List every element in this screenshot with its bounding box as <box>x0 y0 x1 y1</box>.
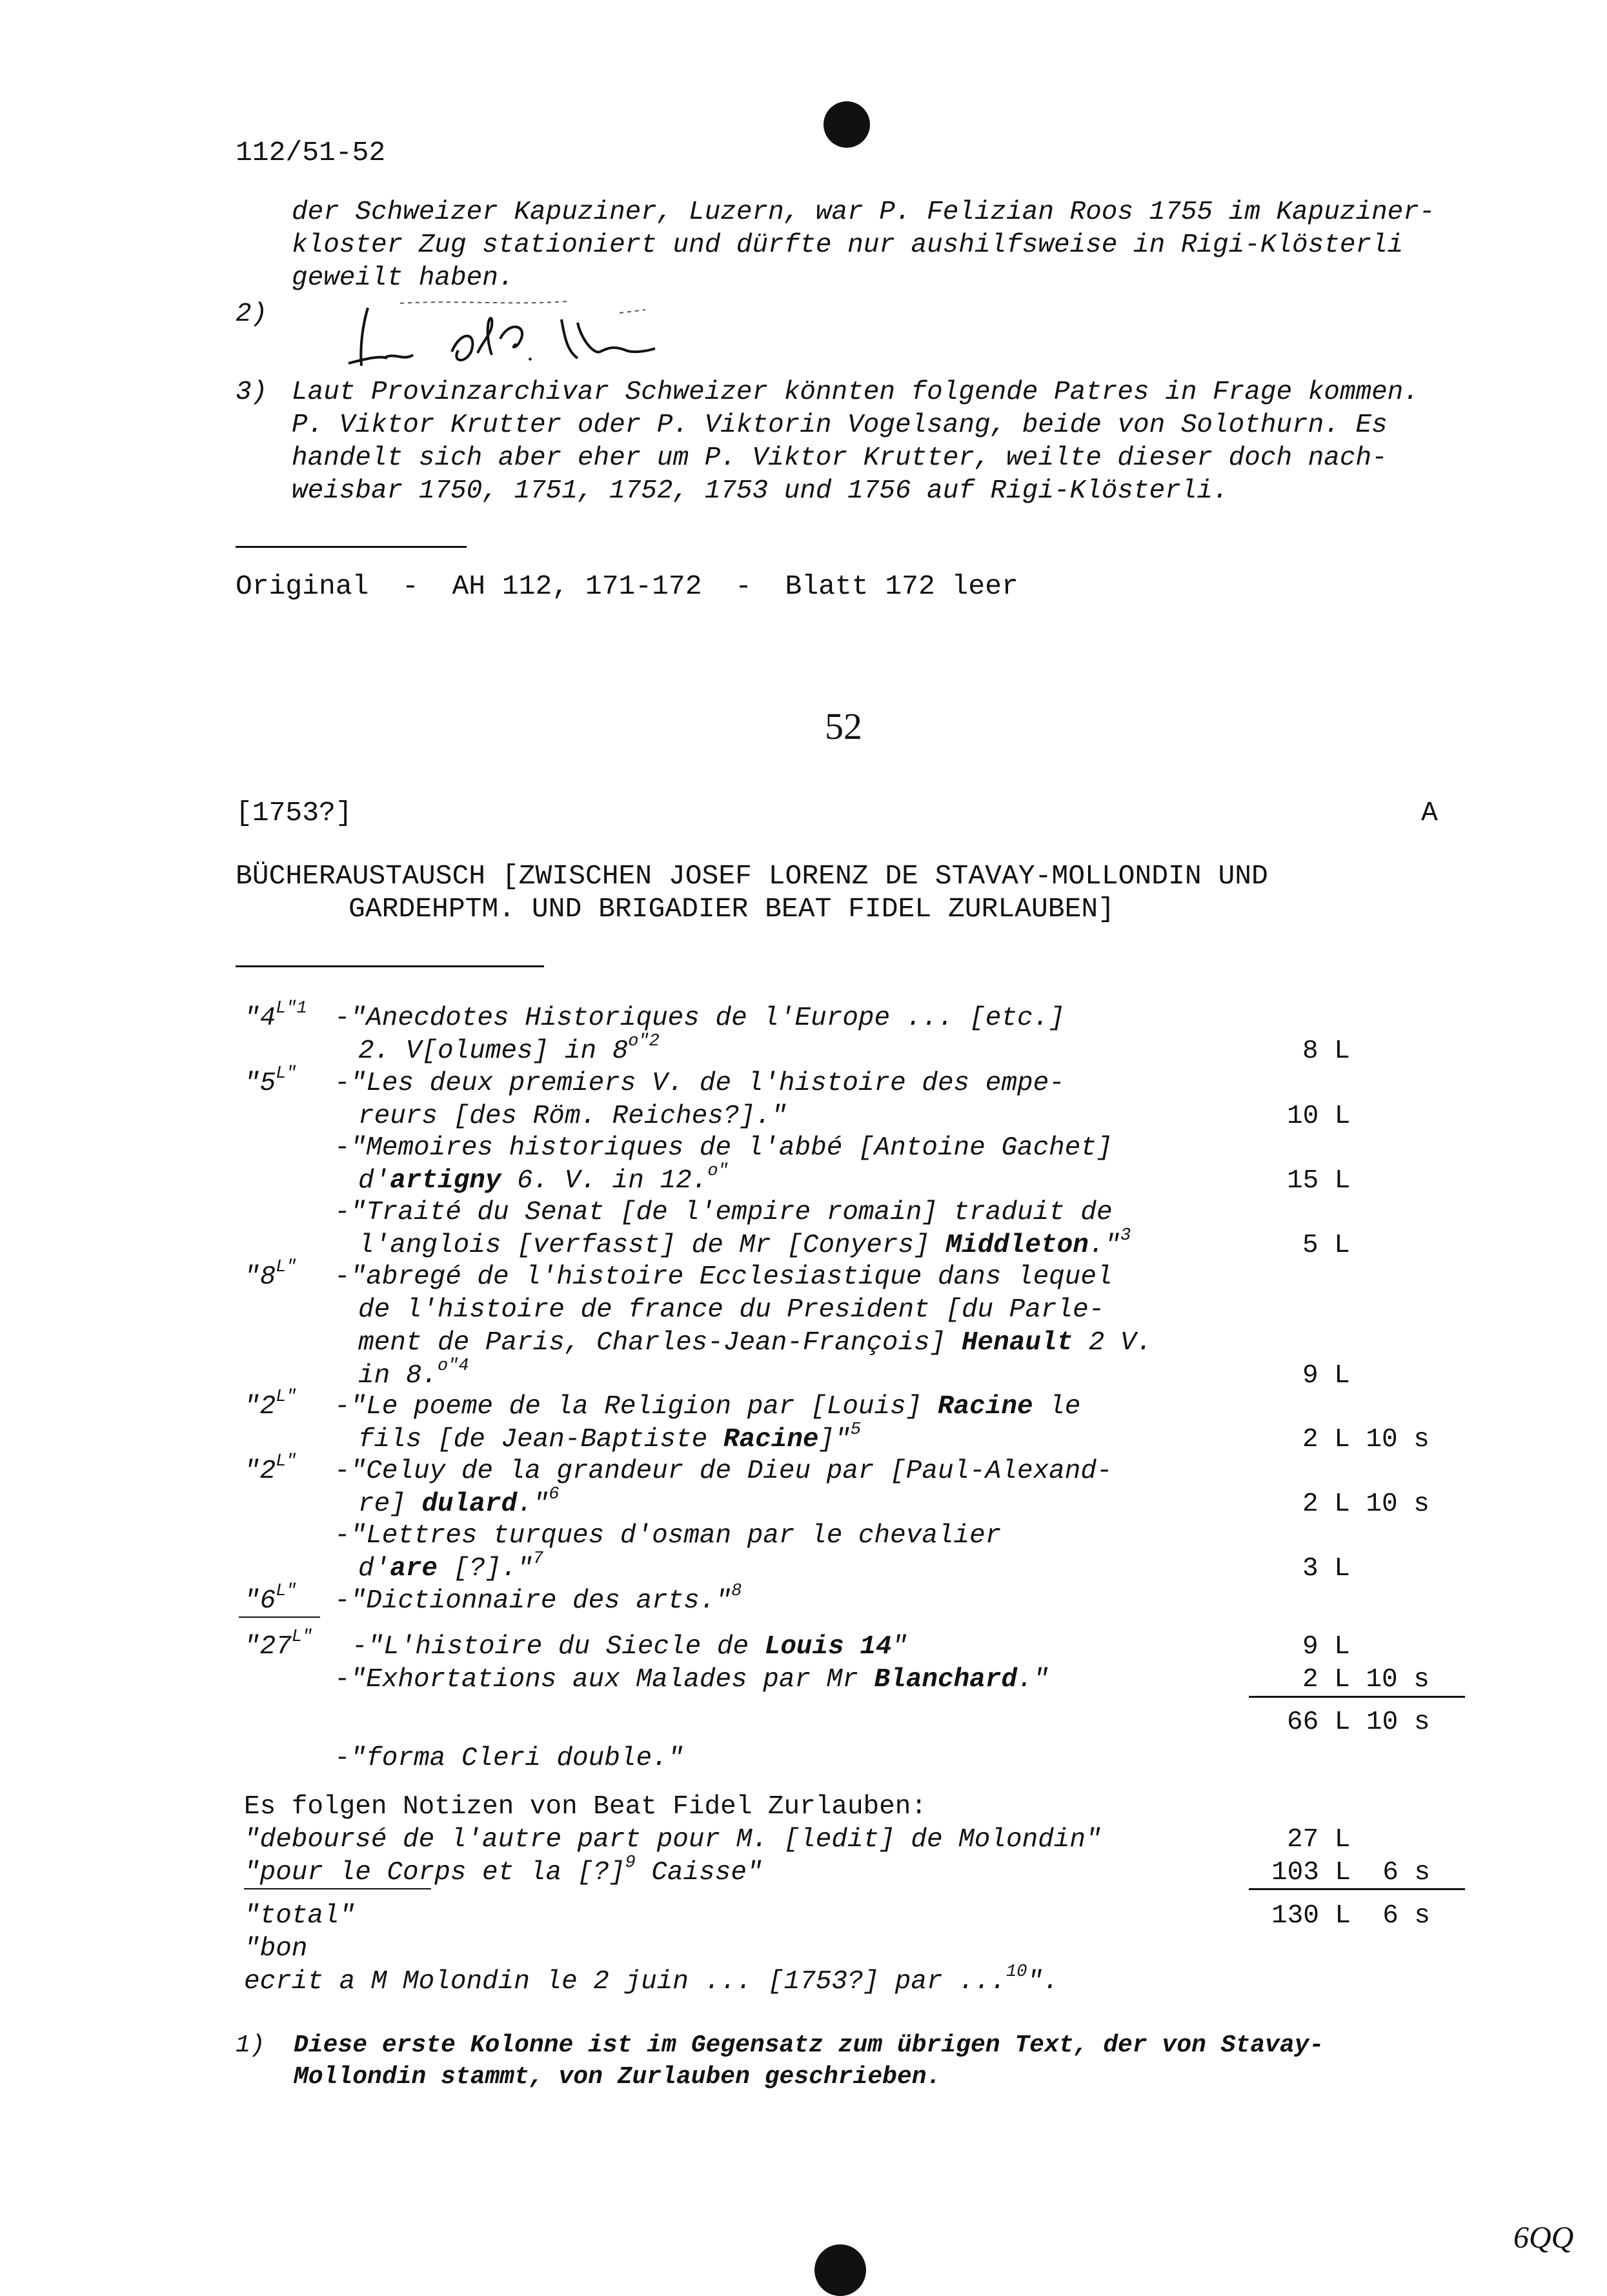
entry-10-line-1: -"L'histoire du Siecle de Louis 14" <box>352 1632 908 1662</box>
entry-3-line-2: d'artigny 6. V. in 12.$^{o"}$ <box>358 1162 729 1196</box>
entry-1-line-1: -"Anecdotes Historiques de l'Europe ... [etc.] <box>334 1003 1065 1033</box>
document-title-line-2: GARDEHPTM. UND BRIGADIER BEAT FIDEL ZURLAUBEN] <box>349 893 1115 925</box>
entry-6-mark: "$2^{L"}$ <box>244 1387 297 1422</box>
entry-5-line-3: ment de Paris, Charles-Jean-François] Henault 2 V. <box>358 1328 1153 1358</box>
subtotal-rule <box>1249 1696 1465 1698</box>
entry-10-amount: 9 L <box>1302 1632 1350 1662</box>
total-label: "total" <box>244 1901 356 1931</box>
entry-1-mark: "$4^{L"1}$ <box>244 999 307 1033</box>
entry-7-line-2: re] dulard."$^6$ <box>358 1485 560 1519</box>
entry-7-mark: "$2^{L"}$ <box>244 1452 297 1486</box>
total-amount: 130 L 6 s <box>1271 1901 1431 1931</box>
separator-rule-1 <box>236 546 467 548</box>
entry-5-line-4: in 8.$^{o"4}$ <box>358 1356 469 1391</box>
note-3-line-1: Laut Provinzarchivar Schweizer könnten folgende Patres in Frage kommen. <box>292 378 1419 407</box>
handwritten-signature <box>323 294 710 378</box>
entry-8-line-2: d'are [?]."$^7$ <box>358 1549 543 1584</box>
document-title-line-1: BÜCHERAUSTAUSCH [ZWISCHEN JOSEF LORENZ DE STAVAY-MOLLONDIN UND <box>236 860 1268 892</box>
entry-7-amount: 2 L 10 s <box>1302 1489 1430 1519</box>
punch-hole-top <box>824 101 870 148</box>
subtotal-amount: 66 L 10 s <box>1287 1707 1430 1737</box>
entry-4-line-2: l'anglois [verfasst] de Mr [Conyers] Middleton."$^3$ <box>358 1226 1131 1260</box>
note-3-line-3: handelt sich aber eher um P. Viktor Krutter, weilte dieser doch nach- <box>292 443 1388 473</box>
zurlauben-line-1: "deboursé de l'autre part pour M. [ledit] de Molondin" <box>244 1825 1102 1855</box>
footnote-1-label: 1) <box>236 2031 265 2059</box>
page-reference: 112/51-52 <box>236 137 386 168</box>
entry-5-line-1: -"abregé de l'histoire Ecclesiastique dans lequel <box>334 1262 1113 1292</box>
entry-6-line-2: fils [de Jean-Baptiste Racine]"$^5$ <box>358 1420 861 1455</box>
entry-2-line-1: -"Les deux premiers V. de l'histoire des empe- <box>334 1069 1065 1098</box>
footnote-1-line-1: Diese erste Kolonne ist im Gegensatz zum übrigen Text, der von Stavay- <box>294 2031 1324 2059</box>
entry-11-line-1: -"Exhortations aux Malades par Mr Blanchard." <box>334 1665 1049 1695</box>
punch-hole-bottom <box>814 2244 866 2296</box>
total-rule <box>1249 1888 1465 1890</box>
entry-8-line-1: -"Lettres turques d'osman par le chevalier <box>334 1521 1002 1551</box>
entry-5-amount: 9 L <box>1302 1361 1350 1391</box>
entry-2-line-2: reurs [des Röm. Reiches?]." <box>358 1102 787 1131</box>
zurlauben-line-2: "pour le Corps et la [?]$^9$ Caisse" <box>244 1853 763 1888</box>
ecrit-line: ecrit a M Molondin le 2 juin ... [1753?] par ...$^{10}$". <box>244 1962 1059 1997</box>
note-2-label: 2) <box>236 299 268 329</box>
entry-6-amount: 2 L 10 s <box>1302 1425 1430 1455</box>
entry-1-amount: 8 L <box>1302 1036 1350 1066</box>
zurlauben-line-1-amount: 27 L <box>1287 1825 1351 1855</box>
note-1-line-2: kloster Zug stationiert und dürfte nur aushilfsweise in Rigi-Klösterli <box>292 230 1404 260</box>
entry-2-mark: "$5^{L"}$ <box>244 1064 297 1098</box>
zurlauben-line-2-amount: 103 L 6 s <box>1271 1858 1431 1888</box>
entry-3-amount: 15 L <box>1287 1166 1351 1196</box>
document-number: 52 <box>825 705 862 747</box>
entry-12-line-1: -"forma Cleri double." <box>334 1744 684 1773</box>
original-source-line: Original - AH 112, 171-172 - Blatt 172 leer <box>236 570 1018 602</box>
note-1-line-1: der Schweizer Kapuziner, Luzern, war P. Felizian Roos 1755 im Kapuziner- <box>292 197 1435 227</box>
zurlauben-intro: Es folgen Notizen von Beat Fidel Zurlauben: <box>244 1792 927 1822</box>
document-date: [1753?] <box>236 797 352 829</box>
entry-9-mark: "$6^{L"}$ <box>244 1582 297 1616</box>
entry-7-line-1: -"Celuy de la grandeur de Dieu par [Paul-Alexand- <box>334 1456 1113 1486</box>
entry-11-amount: 2 L 10 s <box>1302 1665 1430 1695</box>
entry-1-line-2: 2. V[olumes] in $8^{o"2}$ <box>358 1032 660 1066</box>
note-3-line-4: weisbar 1750, 1751, 1752, 1753 und 1756 auf Rigi-Klösterli. <box>292 476 1229 506</box>
entry-10-mark: "$27^{L"}$ <box>244 1627 313 1662</box>
note-1-line-3: geweilt haben. <box>292 263 514 293</box>
entry-8-amount: 3 L <box>1302 1554 1350 1584</box>
entry-9-underline <box>239 1616 320 1618</box>
entry-5-line-2: de l'histoire de france du President [du Parle- <box>358 1295 1105 1325</box>
document-mark: A <box>1421 797 1438 829</box>
entry-5-mark: "$8^{L"}$ <box>244 1258 297 1292</box>
entry-4-amount: 5 L <box>1302 1231 1350 1260</box>
entry-4-line-1: -"Traité du Senat [de l'empire romain] traduit de <box>334 1198 1113 1227</box>
entry-6-line-1: -"Le poeme de la Religion par [Louis] Racine le <box>334 1392 1081 1422</box>
note-3-line-2: P. Viktor Krutter oder P. Viktorin Vogelsang, beide von Solothurn. Es <box>292 410 1388 440</box>
zurlauben-underline <box>244 1888 431 1889</box>
entry-9-line-1: -"Dictionnaire des arts."$^8$ <box>334 1582 742 1616</box>
bon-line: "bon <box>244 1934 308 1964</box>
entry-2-amount: 10 L <box>1287 1102 1351 1131</box>
footnote-1-line-2: Mollondin stammt, von Zurlauben geschrieben. <box>294 2063 942 2091</box>
handwritten-corner-mark: 6QQ <box>1513 2220 1574 2255</box>
separator-rule-2 <box>236 965 544 967</box>
entry-3-line-1: -"Memoires historiques de l'abbé [Antoine Gachet] <box>334 1133 1113 1163</box>
note-3-label: 3) <box>236 378 268 407</box>
